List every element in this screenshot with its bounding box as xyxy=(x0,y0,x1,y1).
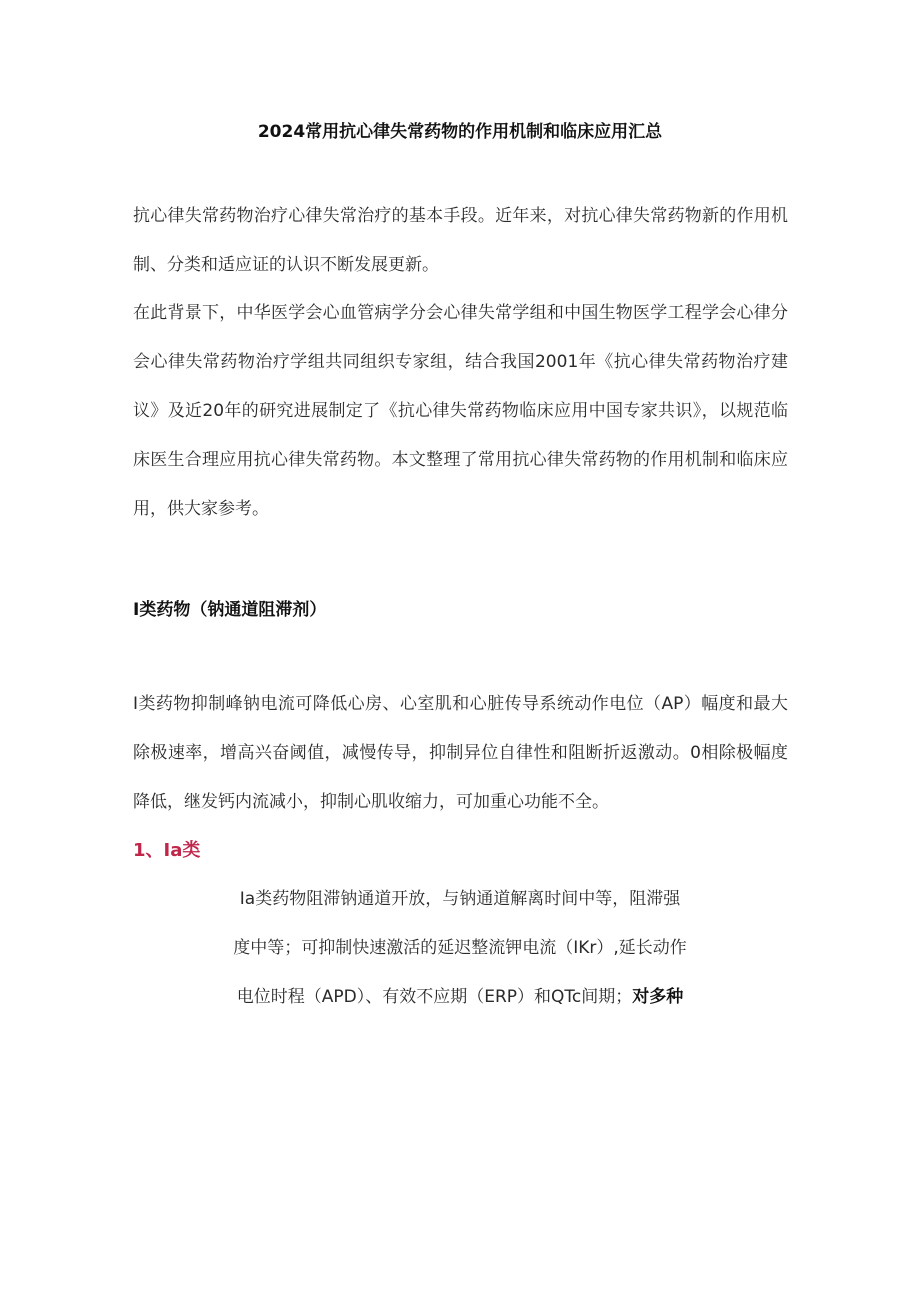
subsection-heading-class-ia: 1、Ia类 xyxy=(133,840,201,861)
document-title: 2024常用抗心律失常药物的作用机制和临床应用汇总 xyxy=(257,122,663,142)
intro-paragraph-2: 在此背景下，中华医学会心血管病学分会心律失常学组和中国生物医学工程学会心律分会心律失常药物治疗学组共同组织专家组，结合我国2001年《抗心律失常药物治疗建议》及近20年的研究进展制定了《抗心律失常药物临床应用中国专家共识》，以规范临床医生合理应用抗心律失常药物。本文整理了常用抗心律失常药物的作用机制和临床应用，供大家参考。 xyxy=(133,303,788,519)
class-1-description: I类药物抑制峰钠电流可降低心房、心室肌和心脏传导系统动作电位（AP）幅度和最大除极速率，增高兴奋阈值，减慢传导，抑制异位自律性和阻断折返激动。0相除极幅度降低，继发钙内流减小，抑制心肌收缩力，可加重心功能不全。 xyxy=(133,694,788,812)
class-ia-line-3 xyxy=(195,973,725,1022)
class-ia-line-2: 度中等；可抑制快速激活的延迟整流钾电流（IKr）,延长动作 xyxy=(233,938,687,958)
intro-paragraph-1: 抗心律失常药物治疗心律失常治疗的基本手段。近年来，对抗心律失常药物新的作用机制、分类和适应证的认识不断发展更新。 xyxy=(133,206,788,275)
class-ia-line-1: Ia类药物阻滞钠通道开放，与钠通道解离时间中等，阻滞强 xyxy=(239,889,681,909)
class-ia-description xyxy=(195,875,725,1022)
section-heading-class-1: I类药物（钠通道阻滞剂） xyxy=(133,600,327,620)
class-ia-bold-tail: 对多种 xyxy=(632,987,684,1007)
class-ia-line-3-text: 电位时程（APD）、有效不应期（ERP）和QTc间期； xyxy=(236,987,633,1007)
